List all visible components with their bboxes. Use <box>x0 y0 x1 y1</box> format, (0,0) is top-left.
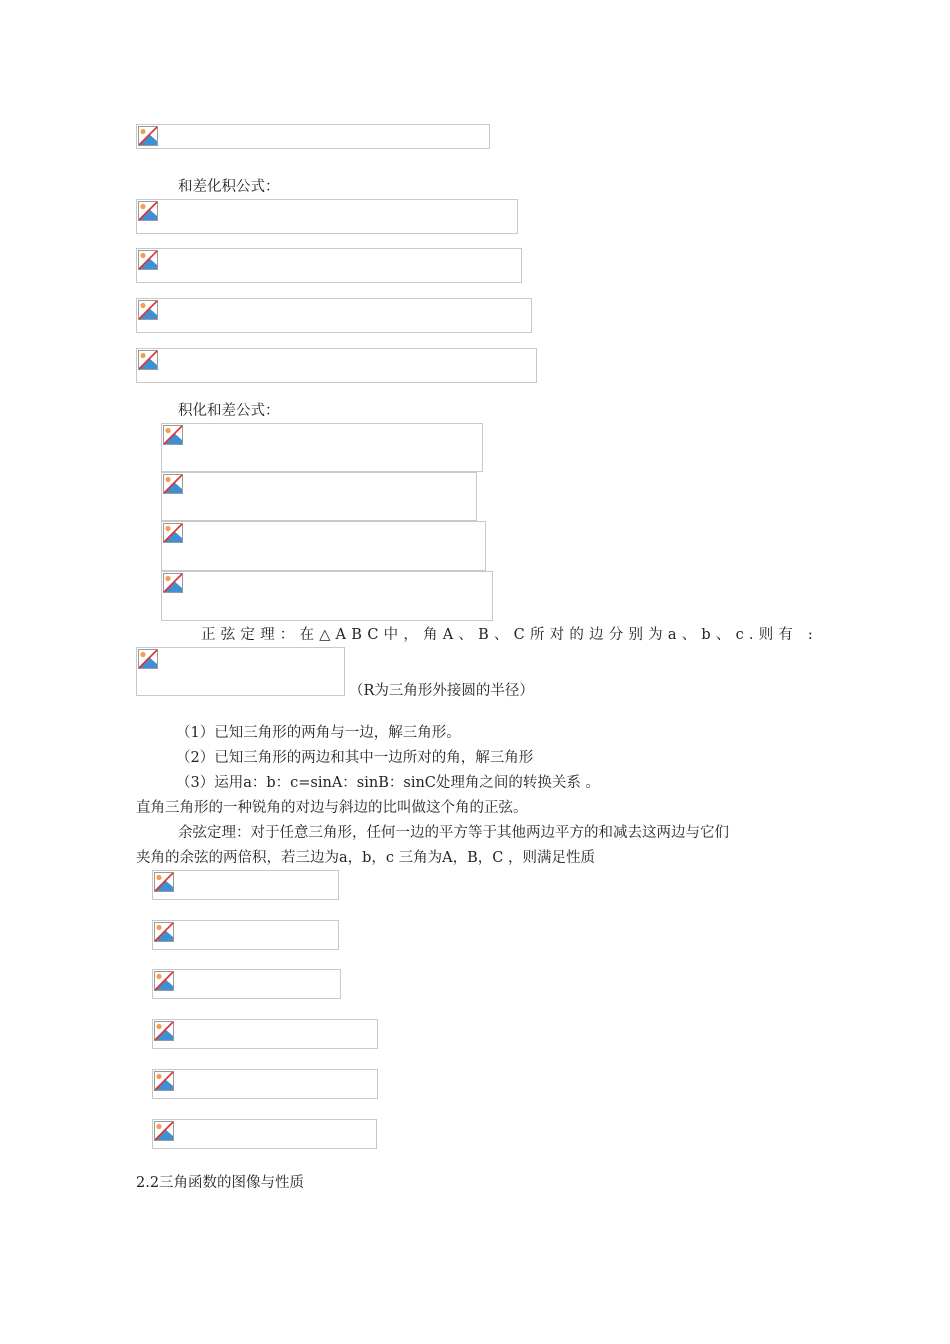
product-to-sum-formula-3 <box>161 521 486 571</box>
sine-definition: 直角三角形的一种锐角的对边与斜边的比叫做这个角的正弦。 <box>136 800 528 816</box>
product-to-sum-formula-2 <box>161 472 477 521</box>
sum-to-product-formula-1 <box>136 199 518 234</box>
broken-image-icon <box>138 250 158 270</box>
broken-image-icon <box>138 649 158 669</box>
sine-law-formula-image <box>136 647 345 696</box>
broken-image-icon <box>154 872 174 892</box>
product-to-sum-formula-1 <box>161 423 483 472</box>
cosine-law-formula-2 <box>152 920 339 950</box>
product-to-sum-heading: 积化和差公式： <box>178 403 280 419</box>
broken-image-icon <box>138 350 158 370</box>
section-title: 2.2三角函数的图像与性质 <box>136 1175 305 1191</box>
formula-image-1 <box>136 124 490 149</box>
sum-to-product-heading: 和差化积公式： <box>178 179 280 195</box>
broken-image-icon <box>163 474 183 494</box>
broken-image-icon <box>138 300 158 320</box>
sine-law-case-3: （3）运用a：b：c=sinA：sinB：sinC处理角之间的转换关系 。 <box>176 775 601 791</box>
broken-image-icon <box>163 523 183 543</box>
cosine-law-formula-1 <box>152 870 339 900</box>
broken-image-icon <box>154 1071 174 1091</box>
sine-law-case-1: （1）已知三角形的两角与一边，解三角形。 <box>176 725 461 741</box>
broken-image-icon <box>138 126 158 146</box>
broken-image-icon <box>154 1121 174 1141</box>
broken-image-icon <box>138 201 158 221</box>
sum-to-product-formula-3 <box>136 298 532 333</box>
sine-law-case-2: （2）已知三角形的两边和其中一边所对的角，解三角形 <box>176 750 534 766</box>
broken-image-icon <box>154 922 174 942</box>
sine-law-note: （R为三角形外接圆的半径） <box>349 683 534 699</box>
cosine-law-line-2: 夹角的余弦的两倍积，若三边为a，b，c 三角为A，B，C ，则满足性质 <box>136 850 595 866</box>
sine-law-intro: 正弦定理：在△ABC中，角A、B、C所对的边分别为a、b、c.则有 : <box>201 627 819 643</box>
sum-to-product-formula-4 <box>136 348 537 383</box>
cosine-law-formula-4 <box>152 1019 378 1049</box>
cosine-law-formula-3 <box>152 969 341 999</box>
cosine-law-line-1: 余弦定理：对于任意三角形，任何一边的平方等于其他两边平方的和减去这两边与它们 <box>178 825 729 841</box>
cosine-law-formula-5 <box>152 1069 378 1099</box>
broken-image-icon <box>154 971 174 991</box>
broken-image-icon <box>163 573 183 593</box>
broken-image-icon <box>163 425 183 445</box>
cosine-law-formula-6 <box>152 1119 377 1149</box>
broken-image-icon <box>154 1021 174 1041</box>
sum-to-product-formula-2 <box>136 248 522 283</box>
product-to-sum-formula-4 <box>161 571 493 621</box>
